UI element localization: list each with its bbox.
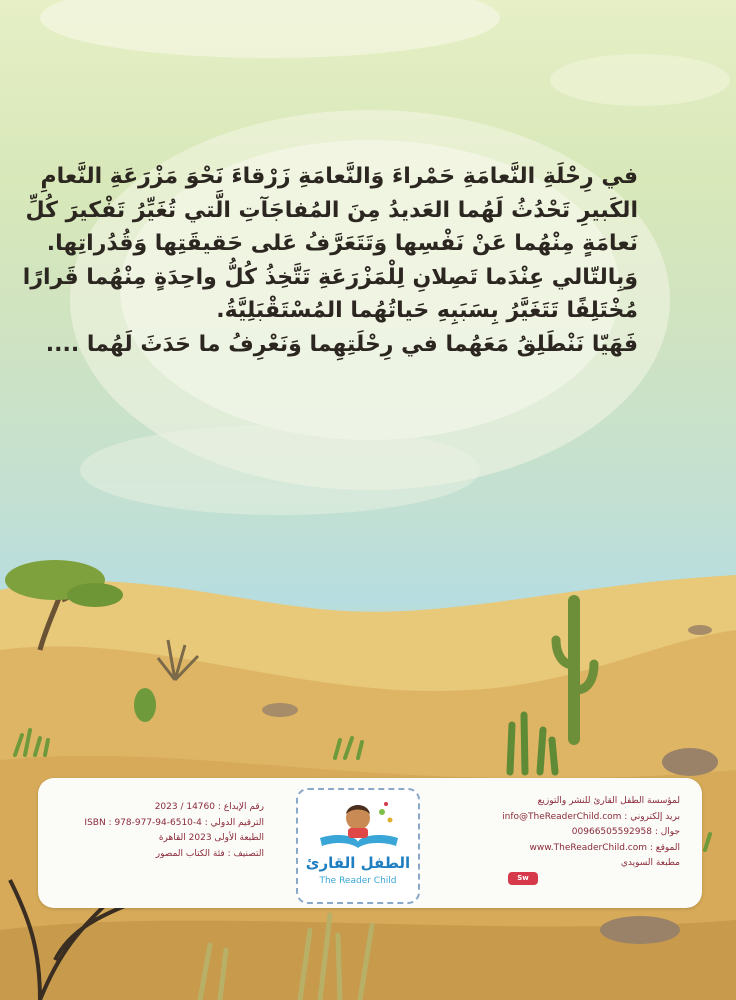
description-line: وَبِالتّالي عِنْدَما تَصِلانِ لِلْمَزْرَعَةِ تَتَّخِذُ كُلُّ واحِدَةٍ مِنْهُما قَرارًا bbox=[22, 264, 638, 290]
logo-arabic-name: الطفل القارئ bbox=[305, 854, 411, 872]
cloud-lower bbox=[80, 425, 480, 515]
site-label: الموقع : bbox=[649, 842, 680, 853]
printer-name: مطبعة السويدي bbox=[620, 858, 680, 868]
description-line: نَعامَةٍ مِنْهُما عَنْ نَفْسِها وَتَتَعَرَّفُ عَلى حَقيقَتِها وَقُدُراتِها. bbox=[46, 231, 638, 256]
description-line: فَهَيّا نَنْطَلِقُ مَعَهُما في رِحْلَتِهِما وَنَعْرِفُ ما حَدَثَ لَهُما .... bbox=[45, 331, 638, 357]
description-line: الكَبيرِ تَحْدُثُ لَهُما العَديدُ مِنَ المُفاجَآتِ الَّتي تُغَيِّرُ تَفْكيرَ كُلِّ bbox=[25, 197, 638, 223]
email-label: بريد إلكتروني : bbox=[624, 811, 680, 822]
cactus-small bbox=[134, 688, 156, 722]
tree-canopy-2 bbox=[67, 583, 123, 607]
email-value: info@TheReaderChild.com bbox=[502, 811, 622, 822]
deposit-number: رقم الإيداع : 14760 / 2023 bbox=[154, 802, 264, 812]
rock-4 bbox=[600, 916, 680, 944]
book-description bbox=[22, 160, 638, 361]
isbn: الترقيم الدولي : ISBN : 978-977-94-6510-4 bbox=[84, 817, 264, 828]
publisher-contact bbox=[470, 794, 680, 872]
phone-value: 00966505592958 bbox=[571, 827, 652, 837]
description-line: في رِحْلَةِ النَّعامَةِ حَمْراءَ وَالنَّعامَةِ زَرْقاءَ نَحْوَ مَزْرَعَةِ النَّعامِ bbox=[40, 164, 638, 189]
printer-logo: Sw bbox=[508, 872, 538, 885]
publication-details bbox=[64, 800, 264, 862]
publisher-info-card bbox=[38, 778, 702, 908]
logo-english-name: The Reader Child bbox=[319, 876, 397, 886]
cloud-right bbox=[550, 54, 730, 106]
edition: الطبعة الأولى 2023 القاهرة bbox=[158, 833, 264, 843]
publisher-org: لمؤسسة الطفل القارئ للنشر والتوزيع bbox=[537, 796, 680, 806]
publisher-logo bbox=[296, 788, 420, 904]
site-row bbox=[470, 841, 680, 857]
classification: التصنيف : فئة الكتاب المصور bbox=[155, 848, 264, 859]
cactus-tall bbox=[568, 595, 580, 745]
rock-2 bbox=[262, 703, 298, 717]
rock-1 bbox=[662, 748, 718, 776]
rock-3 bbox=[688, 625, 712, 635]
site-value: www.TheReaderChild.com bbox=[529, 842, 648, 853]
phone-row bbox=[470, 825, 680, 841]
email-row bbox=[470, 810, 680, 826]
phone-label: جوال : bbox=[654, 827, 680, 837]
description-line: مُخْتَلِفًا تَتَغَيَّرُ بِسَبَبِهِ حَياتُهُما المُسْتَقْبَلِيَّةُ. bbox=[216, 298, 638, 323]
cloud-top bbox=[40, 0, 500, 58]
reader-child-icon bbox=[298, 792, 418, 856]
